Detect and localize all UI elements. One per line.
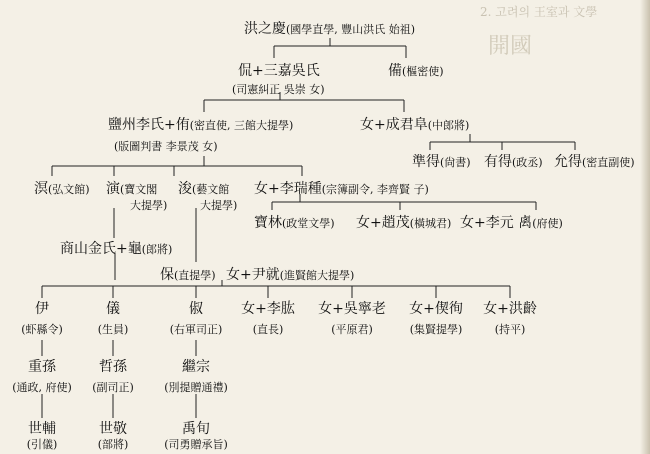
name: 商山金氏+龜: [60, 241, 142, 257]
node-yeon: [106, 180, 157, 196]
showthrough-text2: 開國: [488, 34, 533, 59]
node-bi: [388, 62, 444, 78]
name: 女+李瑞種: [254, 181, 322, 197]
name: 女+成君阜: [360, 117, 428, 133]
node-gyejong: [164, 360, 228, 393]
name: 洪之慶: [244, 21, 286, 37]
title: (平原君): [331, 323, 373, 336]
node-hong-jigyeong: [244, 20, 415, 36]
title: (虾縣令): [21, 323, 63, 336]
name: 準得: [412, 154, 440, 170]
name: 侃+三嘉吳氏: [238, 63, 320, 79]
title: (集賢提學): [409, 323, 463, 336]
name: 女+偰徇: [409, 301, 463, 317]
node-seong-gunbu: [360, 116, 469, 132]
title: (郎將): [141, 243, 173, 256]
title: (直長): [252, 323, 284, 336]
title: (中郎將): [427, 119, 470, 132]
name: 繼宗: [182, 359, 210, 375]
title: (右軍司正): [169, 323, 223, 336]
node-bo-rim: [254, 214, 335, 230]
title-line2: 大提學): [130, 199, 168, 212]
node-usun: [164, 422, 228, 450]
title: (司勇贈承旨): [164, 438, 228, 451]
node-bo: [160, 266, 216, 282]
name: 允得: [554, 154, 582, 170]
name: 溟: [34, 181, 48, 197]
node-yeon-title2: [130, 196, 167, 212]
node-jun: [178, 180, 229, 196]
name: 演: [106, 181, 120, 197]
title: (持平): [494, 323, 526, 336]
node-jun-title2: [200, 196, 237, 212]
title: (政丞): [512, 156, 543, 169]
title: (部將): [97, 438, 129, 451]
name: 浚: [178, 181, 192, 197]
showthrough-heading: [488, 36, 532, 58]
node-ui-sun: [409, 302, 463, 335]
name: 女+吳寧老: [318, 301, 386, 317]
title: (府使): [532, 217, 563, 230]
node-yi-wife-note: [114, 137, 218, 153]
title-line2: 大提學): [200, 199, 238, 212]
name: 重孫: [27, 359, 56, 375]
node-o-yeongno: [318, 302, 386, 335]
node-myeong: [34, 180, 90, 196]
node-hong-ryeong: [483, 302, 537, 335]
note: (司憲糾正 吳崇 女): [232, 83, 325, 96]
title: (生員): [97, 323, 129, 336]
title: (尙書): [440, 156, 471, 169]
title: (通政, 府使): [12, 381, 72, 394]
node-yundeuk: [554, 153, 635, 169]
node-ui: [98, 302, 129, 335]
node-yi-wife: [108, 116, 293, 132]
title: (密直使, 三館大提學): [189, 119, 294, 132]
name: 世敬: [99, 421, 127, 437]
node-yi-gwang: [241, 302, 295, 335]
name: 有得: [484, 154, 512, 170]
node-yudeuk: [484, 153, 543, 169]
name: 哲孫: [99, 359, 127, 375]
node-yi-wonhun: [460, 214, 563, 230]
node-jundeuk: [412, 153, 471, 169]
name: 女+趙茂: [356, 215, 410, 231]
name: 俶: [189, 301, 203, 317]
name: 女+尹就: [226, 267, 280, 283]
showthrough-text: 2. 고려의 王室과 文學: [480, 5, 598, 19]
title: (宗簿副令, 李齊賢 子): [321, 183, 429, 196]
node-i: [21, 302, 63, 335]
name: 伊: [35, 301, 49, 317]
name: 世輔: [28, 421, 56, 437]
node-jo-mu: [356, 214, 451, 230]
node-yi-seojong: [254, 180, 429, 196]
title: (橫城君): [409, 217, 452, 230]
name: 鹽州李氏+侑: [108, 117, 190, 133]
title: (樞密使): [402, 65, 444, 78]
title: (政堂文學): [282, 217, 335, 230]
node-gan-note: [232, 80, 325, 96]
name: 儀: [106, 301, 120, 317]
title: (引儀): [26, 438, 58, 451]
node-cheolson: [92, 360, 134, 393]
node-yun-chwi: [226, 266, 354, 282]
name: 女+李肱: [241, 301, 295, 317]
name: 備: [388, 63, 402, 79]
title: (進賢館大提學): [279, 269, 355, 282]
node-jungson: [12, 360, 72, 393]
title: (別提贈通禮): [164, 381, 228, 394]
name: 保: [160, 267, 174, 283]
title: (寶文閣: [120, 183, 158, 196]
node-suk: [170, 302, 223, 335]
node-kim-gwi: [60, 240, 172, 256]
title: (國學直學, 豐山洪氏 始祖): [286, 23, 416, 36]
title: (藝文館: [192, 183, 230, 196]
title: (直提學): [174, 269, 216, 282]
name: 女+洪齡: [483, 301, 537, 317]
title: (密直副使): [582, 156, 635, 169]
title: (弘文館): [48, 183, 90, 196]
name: 禹旬: [182, 421, 210, 437]
node-sebo: [27, 422, 58, 450]
node-gan: [238, 62, 320, 78]
note: (版圖判書 李景茂 女): [114, 140, 218, 153]
name: 寶林: [254, 215, 282, 231]
showthrough-header: [480, 6, 597, 18]
title: (副司正): [92, 381, 134, 394]
node-segyeong: [98, 422, 129, 450]
name: 女+李元 禼: [460, 215, 533, 231]
